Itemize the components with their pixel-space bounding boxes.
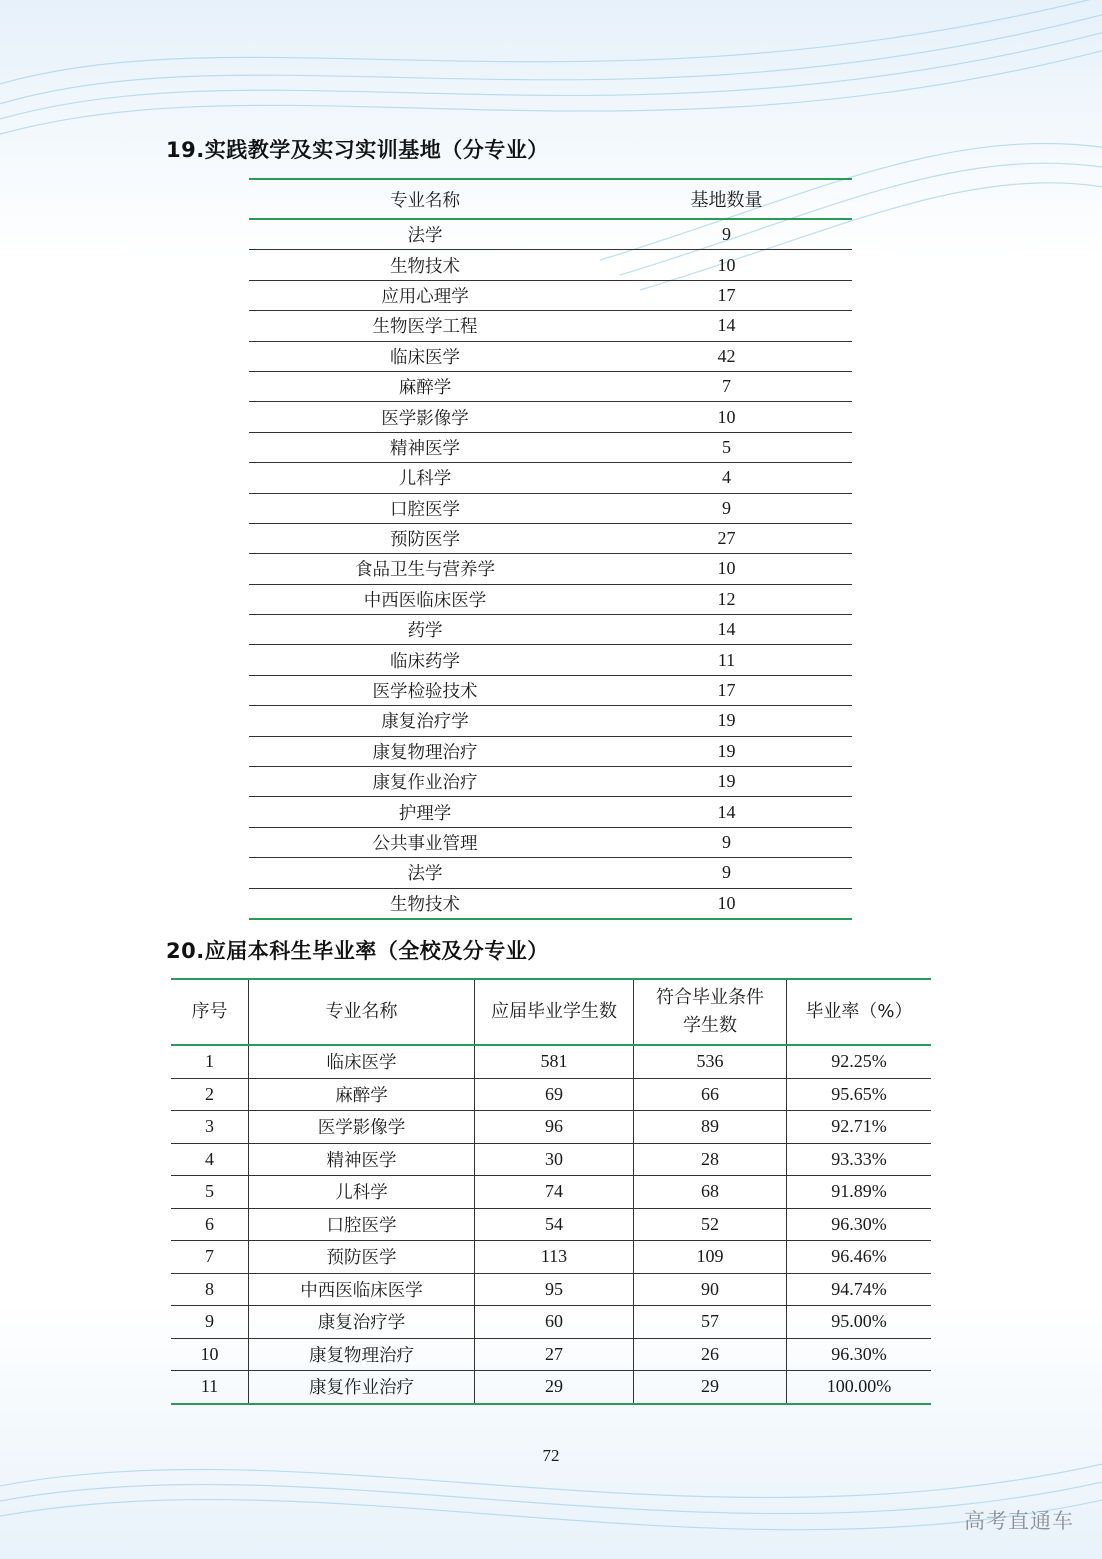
graduates-count: 29 — [475, 1371, 634, 1404]
graduation-rate: 91.89% — [787, 1176, 932, 1209]
major-name: 康复物理治疗 — [249, 1338, 475, 1371]
base-count: 14 — [601, 615, 852, 645]
table-row — [249, 767, 852, 797]
graduates-count: 27 — [475, 1338, 634, 1371]
base-count: 11 — [601, 645, 852, 675]
base-count: 42 — [601, 341, 852, 371]
column-header-major: 专业名称 — [249, 979, 475, 1045]
base-count: 10 — [601, 402, 852, 432]
graduation-rate: 92.71% — [787, 1111, 932, 1144]
graduation-rate-table-body — [171, 1045, 931, 1404]
table-row — [249, 797, 852, 827]
row-index: 2 — [171, 1078, 249, 1111]
base-count: 14 — [601, 311, 852, 341]
major-name: 食品卫生与营养学 — [249, 554, 601, 584]
major-name: 康复作业治疗 — [249, 1371, 475, 1404]
major-name: 麻醉学 — [249, 1078, 475, 1111]
major-name: 医学影像学 — [249, 402, 601, 432]
qualified-count: 66 — [634, 1078, 787, 1111]
major-name: 精神医学 — [249, 432, 601, 462]
major-name: 预防医学 — [249, 1241, 475, 1274]
qualified-count: 26 — [634, 1338, 787, 1371]
major-name: 中西医临床医学 — [249, 1273, 475, 1306]
major-name: 临床药学 — [249, 645, 601, 675]
qualified-count: 109 — [634, 1241, 787, 1274]
column-header-qualified-line2: 学生数 — [683, 1015, 737, 1036]
major-name: 儿科学 — [249, 463, 601, 493]
graduation-rate: 96.30% — [787, 1338, 932, 1371]
qualified-count: 57 — [634, 1306, 787, 1339]
major-name: 康复治疗学 — [249, 706, 601, 736]
table-row — [249, 432, 852, 462]
table-row — [249, 280, 852, 310]
graduation-rate: 100.00% — [787, 1371, 932, 1404]
row-index: 8 — [171, 1273, 249, 1306]
major-name: 护理学 — [249, 797, 601, 827]
row-index: 7 — [171, 1241, 249, 1274]
table-row — [171, 1241, 931, 1274]
major-name: 麻醉学 — [249, 371, 601, 401]
column-header-rate: 毕业率（%） — [787, 979, 932, 1045]
base-count: 9 — [601, 858, 852, 888]
base-count: 4 — [601, 463, 852, 493]
base-count: 19 — [601, 706, 852, 736]
major-name: 医学影像学 — [249, 1111, 475, 1144]
table-row — [249, 341, 852, 371]
qualified-count: 89 — [634, 1111, 787, 1144]
major-name: 中西医临床医学 — [249, 584, 601, 614]
table-row — [249, 250, 852, 280]
base-count: 17 — [601, 280, 852, 310]
major-name: 法学 — [249, 219, 601, 250]
table-row — [249, 827, 852, 857]
table-row — [249, 584, 852, 614]
graduation-rate: 96.46% — [787, 1241, 932, 1274]
table-header-row — [171, 979, 931, 1045]
base-count: 14 — [601, 797, 852, 827]
table-row — [249, 736, 852, 766]
base-count: 9 — [601, 827, 852, 857]
row-index: 10 — [171, 1338, 249, 1371]
graduation-rate: 95.65% — [787, 1078, 932, 1111]
graduation-rate: 96.30% — [787, 1208, 932, 1241]
graduates-count: 74 — [475, 1176, 634, 1209]
major-name: 儿科学 — [249, 1176, 475, 1209]
base-count: 9 — [601, 219, 852, 250]
table-row — [171, 1273, 931, 1306]
major-name: 临床医学 — [249, 341, 601, 371]
table-row — [249, 402, 852, 432]
table-row — [249, 675, 852, 705]
table-row — [249, 554, 852, 584]
table-row — [249, 219, 852, 250]
table-row — [249, 463, 852, 493]
table-row — [171, 1176, 931, 1209]
qualified-count: 90 — [634, 1273, 787, 1306]
table-row — [171, 1111, 931, 1144]
major-name: 临床医学 — [249, 1045, 475, 1078]
base-count: 17 — [601, 675, 852, 705]
graduates-count: 54 — [475, 1208, 634, 1241]
column-header-graduates: 应届毕业学生数 — [475, 979, 634, 1045]
graduates-count: 113 — [475, 1241, 634, 1274]
row-index: 6 — [171, 1208, 249, 1241]
table-row — [171, 1371, 931, 1404]
column-header-qualified — [634, 979, 787, 1045]
column-header-index: 序号 — [171, 979, 249, 1045]
graduation-rate-table — [171, 978, 931, 1405]
table-row — [171, 1078, 931, 1111]
major-name: 公共事业管理 — [249, 827, 601, 857]
major-name: 口腔医学 — [249, 493, 601, 523]
table-row — [249, 888, 852, 919]
base-count: 5 — [601, 432, 852, 462]
watermark: 高考直通车 — [964, 1509, 1074, 1533]
table-row — [249, 645, 852, 675]
table-row — [249, 706, 852, 736]
table-row — [249, 858, 852, 888]
table-header-row — [249, 179, 852, 219]
table-row — [171, 1143, 931, 1176]
base-count: 7 — [601, 371, 852, 401]
major-name: 生物医学工程 — [249, 311, 601, 341]
major-name: 生物技术 — [249, 250, 601, 280]
base-count: 19 — [601, 736, 852, 766]
major-name: 康复治疗学 — [249, 1306, 475, 1339]
table-row — [249, 371, 852, 401]
graduation-rate: 95.00% — [787, 1306, 932, 1339]
row-index: 9 — [171, 1306, 249, 1339]
major-name: 生物技术 — [249, 888, 601, 919]
table-row — [249, 523, 852, 553]
graduates-count: 69 — [475, 1078, 634, 1111]
graduation-rate: 92.25% — [787, 1045, 932, 1078]
table-row — [171, 1208, 931, 1241]
table-row — [249, 615, 852, 645]
section-19-title: 19.实践教学及实习实训基地（分专业） — [166, 138, 549, 162]
base-count: 9 — [601, 493, 852, 523]
major-name: 药学 — [249, 615, 601, 645]
column-header-qualified-line1: 符合毕业条件 — [656, 987, 764, 1009]
major-name: 精神医学 — [249, 1143, 475, 1176]
base-count: 10 — [601, 554, 852, 584]
graduates-count: 60 — [475, 1306, 634, 1339]
graduates-count: 30 — [475, 1143, 634, 1176]
major-name: 口腔医学 — [249, 1208, 475, 1241]
table-row — [171, 1045, 931, 1078]
page-number: 72 — [542, 1446, 560, 1465]
row-index: 5 — [171, 1176, 249, 1209]
qualified-count: 536 — [634, 1045, 787, 1078]
major-name: 康复物理治疗 — [249, 736, 601, 766]
table-row — [249, 311, 852, 341]
base-count: 12 — [601, 584, 852, 614]
major-name: 医学检验技术 — [249, 675, 601, 705]
graduates-count: 96 — [475, 1111, 634, 1144]
qualified-count: 68 — [634, 1176, 787, 1209]
column-header-major: 专业名称 — [249, 179, 601, 219]
graduates-count: 581 — [475, 1045, 634, 1078]
qualified-count: 29 — [634, 1371, 787, 1404]
major-name: 应用心理学 — [249, 280, 601, 310]
graduates-count: 95 — [475, 1273, 634, 1306]
section-20-title: 20.应届本科生毕业率（全校及分专业） — [166, 939, 549, 963]
row-index: 3 — [171, 1111, 249, 1144]
base-count: 10 — [601, 888, 852, 919]
practice-bases-table-body — [249, 219, 852, 919]
graduation-rate: 94.74% — [787, 1273, 932, 1306]
graduation-rate: 93.33% — [787, 1143, 932, 1176]
table-row — [249, 493, 852, 523]
base-count: 19 — [601, 767, 852, 797]
base-count: 10 — [601, 250, 852, 280]
table-row — [171, 1338, 931, 1371]
column-header-base-count: 基地数量 — [601, 179, 852, 219]
major-name: 康复作业治疗 — [249, 767, 601, 797]
row-index: 11 — [171, 1371, 249, 1404]
major-name: 预防医学 — [249, 523, 601, 553]
practice-bases-table — [249, 178, 852, 920]
row-index: 4 — [171, 1143, 249, 1176]
qualified-count: 28 — [634, 1143, 787, 1176]
base-count: 27 — [601, 523, 852, 553]
major-name: 法学 — [249, 858, 601, 888]
table-row — [171, 1306, 931, 1339]
qualified-count: 52 — [634, 1208, 787, 1241]
row-index: 1 — [171, 1045, 249, 1078]
